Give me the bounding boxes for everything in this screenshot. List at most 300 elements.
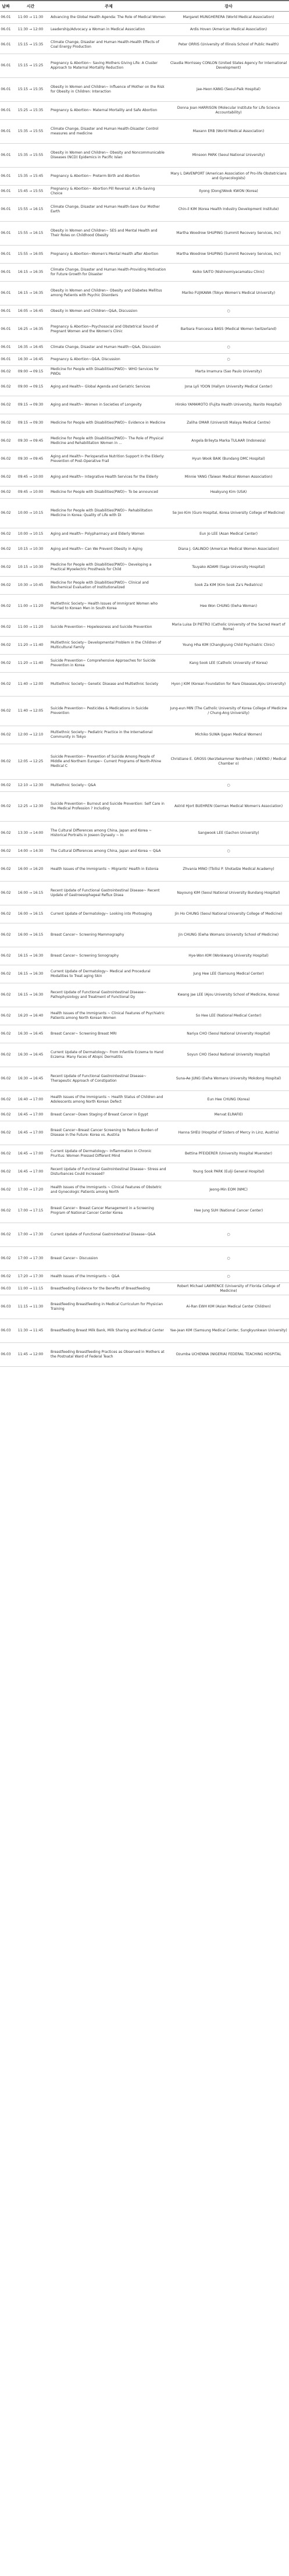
cell-time: 09:00 → 09:15 [12, 378, 49, 396]
cell-topic: Obesity in Women and Children~ Obesity and Diabetes Mellitus among Patients with Psychic Disorders [49, 282, 168, 305]
cell-topic: Obesity in Women and Children~Q&A, Discussion [49, 305, 168, 318]
cell-topic: Suicide Prevention~ Comprehensive Approaches for Suicide Prevention in Korea [49, 655, 168, 673]
table-row [0, 637, 289, 655]
cell-speaker: Eun Hee CHUNG (Korea) [168, 1091, 289, 1109]
cell-time: 11:40 → 12:00 [12, 673, 49, 697]
cell-speaker: Yae-Jean KIM (Samsung Medical Center, Sungkyunkwan University) [168, 1319, 289, 1343]
cell-date: 06.01 [0, 54, 12, 78]
cell-speaker: Ai-Ran EWH KIM (Asian Medical Center Children) [168, 1295, 289, 1319]
cell-topic: Obesity in Women and Children~ Influence of Mother on the Risk for Obesity in Children: Interaction [49, 78, 168, 102]
cell-time: 11:20 → 11:40 [12, 637, 49, 655]
table-row [0, 120, 289, 144]
table-row [0, 697, 289, 726]
cell-speaker: Martha Woodrow SHUPING (Summit Recovery Services, Inc) [168, 246, 289, 264]
cell-speaker: ○ [168, 780, 289, 792]
cell-speaker: Christiane E. GROSS (Aerztekammer Nordrhein / IAEKNO / Medical Chamber o) [168, 744, 289, 780]
table-row [0, 450, 289, 468]
cell-time: 15:15 → 15:25 [12, 54, 49, 78]
cell-speaker: Kang Sook LEE (Catholic University of Korea) [168, 655, 289, 673]
cell-time: 16:15 → 16:35 [12, 264, 49, 282]
cell-time: 09:45 → 10:00 [12, 486, 49, 499]
table-row [0, 54, 289, 78]
table-row [0, 595, 289, 619]
cell-date: 06.02 [0, 726, 12, 744]
cell-speaker: Ozumba UCHENNA (NIGERIA) FEDERAL TEACHING HOSPITAL [168, 1343, 289, 1367]
cell-date: 06.02 [0, 697, 12, 726]
cell-speaker: Jung Hee LEE (Samsung Medical Center) [168, 965, 289, 983]
cell-time: 16:30 → 16:45 [12, 1067, 49, 1091]
cell-topic: Medicine for People with Disabilities(PWD)~ Evidence in Medicine [49, 414, 168, 432]
cell-speaker: Mariko FUJIKAWA (Tokyo Women's Medical University) [168, 282, 289, 305]
table-row [0, 414, 289, 432]
cell-date: 06.02 [0, 1007, 12, 1025]
table-row [0, 673, 289, 697]
cell-time: 10:30 → 10:45 [12, 577, 49, 595]
cell-time: 09:15 → 09:30 [12, 414, 49, 432]
cell-date: 06.02 [0, 1199, 12, 1223]
table-row [0, 923, 289, 947]
cell-speaker: ○ [168, 354, 289, 366]
cell-date: 06.02 [0, 541, 12, 559]
table-row [0, 744, 289, 780]
cell-time: 16:00 → 16:15 [12, 882, 49, 905]
table-row [0, 577, 289, 595]
cell-time: 15:55 → 16:05 [12, 246, 49, 264]
cell-speaker: Soyun CHO (Seoul National University Hospital) [168, 1043, 289, 1067]
table-row [0, 468, 289, 486]
cell-time: 12:25 → 12:30 [12, 792, 49, 822]
cell-topic: Health Issues of the Immigrants ~ Clinical Features of Psychiatric Patients among North Korean Women [49, 1007, 168, 1025]
table-row [0, 102, 289, 120]
table-row [0, 905, 289, 923]
cell-topic: Multiethnic Society~ Genetic Disease and Multiethnic Society [49, 673, 168, 697]
cell-date: 06.01 [0, 222, 12, 246]
cell-topic: Recent Update of Functional Gastrointestinal Disease~ Stress and Disturbances Could Increased? [49, 1163, 168, 1181]
cell-speaker: Hiroko YAMAMOTO (Fujita Health University, Nanito Hospital) [168, 396, 289, 414]
cell-time: 16:45 → 17:00 [12, 1121, 49, 1145]
table-row [0, 541, 289, 559]
table-row [0, 983, 289, 1007]
cell-time: 16:30 → 16:45 [12, 354, 49, 366]
table-row [0, 1121, 289, 1145]
cell-topic: Pregnancy & Abortion~Women's Mental Health after Abortion [49, 246, 168, 264]
cell-topic: Climate Change, Disaster and Human Health~Q&A, Discussion [49, 342, 168, 354]
table-row [0, 354, 289, 366]
table-row [0, 1025, 289, 1043]
table-row [0, 1043, 289, 1067]
cell-time: 12:10 → 12:30 [12, 780, 49, 792]
cell-speaker: Young Hha KIM (Changkyung Child Psychiatric Clinic) [168, 637, 289, 655]
cell-speaker: Kwang Jae LEE (Ajou University School of Medicine, Korea) [168, 983, 289, 1007]
cell-date: 06.02 [0, 450, 12, 468]
cell-topic: Current Update of Dermatology~ Looking into Photoaging [49, 905, 168, 923]
cell-time: 10:00 → 10:15 [12, 499, 49, 528]
cell-speaker: Maria Luisa DI PIETRO (Catholic University of the Sacred Heart of Rome) [168, 619, 289, 637]
table-row [0, 845, 289, 858]
cell-speaker: Jeong-Min EOM (NMC) [168, 1181, 289, 1199]
table-row [0, 144, 289, 168]
cell-speaker: Maxann ERB (World Medical Association) [168, 120, 289, 144]
table-row [0, 1223, 289, 1247]
table-row [0, 318, 289, 342]
cell-date: 06.02 [0, 1145, 12, 1163]
cell-speaker: Sangwook LEE (Gachon University) [168, 822, 289, 845]
cell-speaker: Zhvania MINO (Tbilisi P. Shotadze Medical Academy) [168, 858, 289, 882]
cell-time: 15:25 → 15:35 [12, 102, 49, 120]
table-body [0, 12, 289, 1367]
cell-date: 06.01 [0, 186, 12, 198]
cell-date: 06.02 [0, 1025, 12, 1043]
table-row [0, 499, 289, 528]
cell-time: 16:30 → 16:45 [12, 1043, 49, 1067]
cell-speaker: Michiko SUWA (Japan Medical Women) [168, 726, 289, 744]
cell-date: 06.03 [0, 1283, 12, 1295]
cell-time: 16:45 → 17:00 [12, 1145, 49, 1163]
cell-date: 06.02 [0, 780, 12, 792]
table-row [0, 1199, 289, 1223]
cell-date: 06.02 [0, 923, 12, 947]
cell-date: 06.01 [0, 144, 12, 168]
cell-date: 06.02 [0, 947, 12, 965]
cell-time: 11:00 → 11:20 [12, 619, 49, 637]
header-topic: 주제 [49, 1, 168, 12]
cell-time: 09:45 → 10:00 [12, 468, 49, 486]
cell-time: 09:30 → 09:45 [12, 432, 49, 450]
cell-date: 06.02 [0, 845, 12, 858]
cell-topic: Suicide Prevention~ Prevention of Suicide Among People of Middle and Northern Europe~ Current Programs of North-Rhine Medical C [49, 744, 168, 780]
cell-speaker: Mervat ELRAFIEI [168, 1109, 289, 1121]
cell-topic: Current Update of Dermatology~ Medical and Procedural Modalities to Treat aging Skin [49, 965, 168, 983]
cell-speaker: Sook Za KIM (Kim Sook Za's Pediatrics) [168, 577, 289, 595]
cell-time: 16:15 → 16:30 [12, 947, 49, 965]
cell-time: 16:45 → 17:00 [12, 1109, 49, 1121]
cell-time: 17:00 → 17:30 [12, 1223, 49, 1247]
cell-speaker: Astrid Hjort BUEHREN (German Medical Women's Association) [168, 792, 289, 822]
cell-speaker: Hee Jung SUH (National Cancer Center) [168, 1199, 289, 1223]
cell-speaker: Robert Michael LAWRENCE (University of Florida College of Medicine) [168, 1283, 289, 1295]
cell-time: 16:25 → 16:35 [12, 318, 49, 342]
cell-speaker: Zaliha OMAR (Universiti Malaya Medical Centre) [168, 414, 289, 432]
header-time: 시간 [12, 1, 49, 12]
cell-topic: Aging and Health~ Polypharmacy and Elderly Women [49, 528, 168, 541]
cell-topic: Pregnancy & Abortion~ Abortion Pill Reversal: A Life-Saving Choice [49, 186, 168, 198]
cell-time: 15:45 → 15:55 [12, 186, 49, 198]
cell-date: 06.01 [0, 264, 12, 282]
table-row [0, 780, 289, 792]
cell-date: 06.02 [0, 822, 12, 845]
cell-date: 06.02 [0, 378, 12, 396]
cell-date: 06.02 [0, 366, 12, 378]
cell-date: 06.02 [0, 792, 12, 822]
cell-topic: Health Issues of the Immigrants ~ Q&A [49, 1271, 168, 1283]
cell-topic: Aging and Health~ Integrative Health Services for the Elderly [49, 468, 168, 486]
cell-speaker: Claudia Morrissey CONLON (United States Agency for International Development) [168, 54, 289, 78]
cell-date: 06.02 [0, 499, 12, 528]
cell-date: 06.02 [0, 1163, 12, 1181]
table-row [0, 965, 289, 983]
table-row [0, 858, 289, 882]
table-row [0, 168, 289, 186]
cell-speaker: Minsoon PARK (Seoul National University) [168, 144, 289, 168]
cell-date: 06.02 [0, 619, 12, 637]
table-row [0, 305, 289, 318]
cell-speaker: Martha Woodrow SHUPING (Summit Recovery Services, Inc) [168, 222, 289, 246]
table-row [0, 432, 289, 450]
cell-time: 10:15 → 10:30 [12, 559, 49, 577]
cell-speaker: Jona Lyli YOON (Hallym University Medical Center) [168, 378, 289, 396]
cell-time: 10:15 → 10:30 [12, 541, 49, 559]
cell-date: 06.02 [0, 1109, 12, 1121]
cell-time: 11:30 → 11:45 [12, 1319, 49, 1343]
cell-time: 15:55 → 16:15 [12, 198, 49, 222]
cell-speaker: Jung-eun MIN (The Catholic University of Korea College of Medicine / Chung-Ang University) [168, 697, 289, 726]
cell-speaker: Bettina PFEIDERER (University Hospital Muenster) [168, 1145, 289, 1163]
cell-speaker: Jae-Heon KANG (Seoul-Paik Hospital) [168, 78, 289, 102]
cell-topic: Recent Update of Functional Gastrointestinal Disease~ Pathophysiology and Treatment of Functional Dy [49, 983, 168, 1007]
cell-topic: Multiethnic Society~ Q&A [49, 780, 168, 792]
cell-topic: Aging and Health~ Women in Societies of Longevity [49, 396, 168, 414]
table-row [0, 1145, 289, 1163]
cell-time: 16:40 → 17:00 [12, 1091, 49, 1109]
cell-topic: The Cultural Differences among China, Japan and Korea ~ Q&A [49, 845, 168, 858]
cell-time: 12:05 → 12:25 [12, 744, 49, 780]
table-row [0, 1319, 289, 1343]
cell-time: 11:45 → 12:00 [12, 1343, 49, 1367]
cell-date: 06.02 [0, 1043, 12, 1067]
cell-speaker: Tsuyako ADAMI (Saga University Hospital) [168, 559, 289, 577]
cell-speaker: Ilyong (Dong)Wook KWON (Korea) [168, 186, 289, 198]
cell-topic: Breast Cancer~ Discussion [49, 1247, 168, 1271]
cell-date: 06.02 [0, 414, 12, 432]
cell-date: 06.02 [0, 744, 12, 780]
cell-time: 11:20 → 11:40 [12, 655, 49, 673]
cell-topic: Pregnancy & Abortion~ Preterm Birth and Abortion [49, 168, 168, 186]
cell-speaker: Mary L DAVENPORT (American Association of Pro-life Obstetricians and Gynecologists) [168, 168, 289, 186]
cell-time: 11:00 → 11:20 [12, 595, 49, 619]
cell-date: 06.02 [0, 396, 12, 414]
table-header-row [0, 1, 289, 12]
cell-speaker: Angela Brileyta Marka TULAAR (Indonesia) [168, 432, 289, 450]
cell-date: 06.02 [0, 1091, 12, 1109]
cell-speaker: Jin CHUNG (Ewha Womans University School of Medicine) [168, 923, 289, 947]
cell-time: 16:15 → 16:30 [12, 965, 49, 983]
cell-time: 16:20 → 16:40 [12, 1007, 49, 1025]
cell-date: 06.01 [0, 282, 12, 305]
header-date: 날짜 [0, 1, 12, 12]
table-row [0, 1067, 289, 1091]
cell-date: 06.01 [0, 305, 12, 318]
cell-speaker: Se Joo Kim (Guro Hospital, Korea University College of Medicine) [168, 499, 289, 528]
cell-date: 06.02 [0, 1223, 12, 1247]
cell-speaker: Chin-il KIM (Korea Health Industry Development Institute) [168, 198, 289, 222]
cell-speaker: Margaret MUNGHERERA (World Medical Association) [168, 12, 289, 24]
cell-date: 06.02 [0, 595, 12, 619]
cell-topic: Multiethnic Society~ Health Issues of Immigrant Women who Married to Korean Men in South Korea [49, 595, 168, 619]
table-row [0, 1283, 289, 1295]
cell-time: 16:30 → 16:45 [12, 1025, 49, 1043]
cell-speaker: Hyun Wook BAIK (Bundang DMC Hospital) [168, 450, 289, 468]
cell-time: 16:45 → 17:00 [12, 1163, 49, 1181]
cell-topic: Climate Change, Disaster and Human Health-Providing Motivation for Future Growth for Disaster [49, 264, 168, 282]
cell-date: 06.02 [0, 882, 12, 905]
cell-topic: Breastfeeding Breastfeeding in Medical Curriculum for Physician Training [49, 1295, 168, 1319]
table-row [0, 378, 289, 396]
table-row [0, 342, 289, 354]
cell-topic: Obesity in Women and Children~ Obesity and Noncommunicable Diseases (NCD) Epidemics in Pacific Islan [49, 144, 168, 168]
cell-topic: Suicide Prevention~ Pesticides & Medications in Suicide Prevention [49, 697, 168, 726]
cell-date: 06.02 [0, 486, 12, 499]
cell-topic: Pregnancy & Abortion~Q&A, Discussion [49, 354, 168, 366]
cell-topic: Suicide Prevention~ Hopelessness and Suicide Prevention [49, 619, 168, 637]
cell-time: 17:20 → 17:30 [12, 1271, 49, 1283]
cell-date: 06.02 [0, 1121, 12, 1145]
table-row [0, 1295, 289, 1319]
cell-date: 06.02 [0, 673, 12, 697]
cell-date: 06.01 [0, 168, 12, 186]
cell-date: 06.02 [0, 468, 12, 486]
cell-topic: Climate Change, Disaster and Human Health-Save Our Mother Earth [49, 198, 168, 222]
cell-time: 11:40 → 12:05 [12, 697, 49, 726]
cell-topic: Aging and Health~ Can We Prevent Obesity in Aging [49, 541, 168, 559]
cell-speaker: Hye-Won KIM (Wonkwang University Hospital) [168, 947, 289, 965]
cell-time: 09:00 → 09:15 [12, 366, 49, 378]
cell-date: 06.02 [0, 858, 12, 882]
cell-time: 16:00 → 16:15 [12, 905, 49, 923]
table-row [0, 366, 289, 378]
table-row [0, 282, 289, 305]
cell-speaker: ○ [168, 305, 289, 318]
cell-date: 06.02 [0, 1181, 12, 1199]
cell-speaker: ○ [168, 1271, 289, 1283]
table-row [0, 619, 289, 637]
cell-speaker: Minnie YANG (Taiwan Medical Women Association) [168, 468, 289, 486]
cell-topic: Health Issues of the Immigrants ~ Clinical Features of Obstetric and Gynecologic Patients among North [49, 1181, 168, 1199]
table-row [0, 78, 289, 102]
cell-date: 06.01 [0, 342, 12, 354]
cell-topic: Obesity in Women and Children~ SES and Mental Health and Their Roles on Childhood Obesity [49, 222, 168, 246]
cell-date: 06.02 [0, 1067, 12, 1091]
table-row [0, 528, 289, 541]
table-row [0, 792, 289, 822]
cell-time: 13:30 → 14:00 [12, 822, 49, 845]
table-row [0, 882, 289, 905]
cell-date: 06.01 [0, 246, 12, 264]
cell-time: 11:00 → 11:15 [12, 1283, 49, 1295]
cell-time: 09:15 → 09:30 [12, 396, 49, 414]
cell-date: 06.02 [0, 965, 12, 983]
cell-time: 15:35 → 15:55 [12, 144, 49, 168]
cell-date: 06.02 [0, 528, 12, 541]
cell-speaker: ○ [168, 342, 289, 354]
cell-topic: Health Issues of the Immigrants ~ Migrants' Health in Estonia [49, 858, 168, 882]
cell-date: 06.01 [0, 36, 12, 54]
table-row [0, 726, 289, 744]
cell-date: 06.01 [0, 318, 12, 342]
cell-date: 06.01 [0, 78, 12, 102]
cell-topic: Climate Change, Disaster and Human Health-Health Effects of Coal Energy Production [49, 36, 168, 54]
cell-date: 06.01 [0, 120, 12, 144]
cell-topic: Pregnancy & Abortion~ Maternal Mortality and Safe Abortion [49, 102, 168, 120]
cell-speaker: Eun Jo LEE (Asan Medical Center) [168, 528, 289, 541]
table-row [0, 1181, 289, 1199]
cell-topic: Breast Cancer~ Screening Mammography [49, 923, 168, 947]
cell-date: 06.01 [0, 12, 12, 24]
cell-topic: Medicine for People with Disabilities(PWD)~ Rehabilitation Medicine in Korea: Quality of Life with Di [49, 499, 168, 528]
table-row [0, 1271, 289, 1283]
cell-topic: Pregnancy & Abortion~Psychosocial and Obstetrical Sound of Pregnant Women and the Women's Clinic [49, 318, 168, 342]
cell-topic: Breast Cancer~Down Staging of Breast Cancer in Egypt [49, 1109, 168, 1121]
table-row [0, 1091, 289, 1109]
cell-time: 16:15 → 16:30 [12, 983, 49, 1007]
cell-time: 16:00 → 16:20 [12, 858, 49, 882]
cell-topic: Medicine for People with Disabilities(PWD)~ Clinical and Biochemical Evaluation of Institutionalized [49, 577, 168, 595]
cell-time: 15:35 → 15:55 [12, 120, 49, 144]
cell-time: 14:00 → 14:30 [12, 845, 49, 858]
cell-topic: Advancing the Global Health Agenda: The Role of Medical Women [49, 12, 168, 24]
table-row [0, 655, 289, 673]
cell-topic: Medicine for People with Disabilities(PWD)~ To be announced [49, 486, 168, 499]
table-row [0, 822, 289, 845]
table-row [0, 1007, 289, 1025]
cell-topic: Current Update of Dermatology~ From Infantile Eczema to Hand Eczema: Many Faces of Atopic Dermatitis [49, 1043, 168, 1067]
table-row [0, 24, 289, 36]
cell-date: 06.02 [0, 432, 12, 450]
cell-speaker: Hanna SHEU (Hospital of Sisters of Mercy in Linz, Austria) [168, 1121, 289, 1145]
cell-date: 06.03 [0, 1295, 12, 1319]
cell-topic: Breast Cancer~Breast Cancer Screening to Reduce Burden of Disease in the Future: Korea vs. Austria [49, 1121, 168, 1145]
cell-date: 06.01 [0, 354, 12, 366]
cell-speaker: ○ [168, 1247, 289, 1271]
cell-time: 11:00 → 11:30 [12, 12, 49, 24]
cell-topic: Pregnancy & Abortion~ Saving Mothers Giving Life: A Cluster Approach to Maternal Mortality Reduction [49, 54, 168, 78]
table-row [0, 1343, 289, 1367]
cell-topic: Current Update of Functional Gastrointestinal Disease~Q&A [49, 1223, 168, 1247]
cell-date: 06.03 [0, 1343, 12, 1367]
cell-time: 17:00 → 17:15 [12, 1199, 49, 1223]
cell-speaker: Jin Ho CHUNG (Seoul National University College of Medicine) [168, 905, 289, 923]
table-row [0, 246, 289, 264]
cell-speaker: Heakyung Kim (USA) [168, 486, 289, 499]
cell-date: 06.02 [0, 1247, 12, 1271]
cell-time: 10:00 → 10:15 [12, 528, 49, 541]
cell-date: 06.01 [0, 198, 12, 222]
header-speaker: 강사 [168, 1, 289, 12]
table-row [0, 222, 289, 246]
cell-time: 17:00 → 17:20 [12, 1181, 49, 1199]
cell-time: 15:55 → 16:15 [12, 222, 49, 246]
cell-topic: Health Issues of the Immigrants ~ Health Status of Children and Adolescents among North Korean Defect [49, 1091, 168, 1109]
cell-topic: Breast Cancer~ Screening Sonography [49, 947, 168, 965]
cell-speaker: Nariya CHO (Seoul National University Hospital) [168, 1025, 289, 1043]
cell-date: 06.02 [0, 655, 12, 673]
table-row [0, 947, 289, 965]
cell-speaker: Hee Won CHUNG (Ewha Woman) [168, 595, 289, 619]
cell-speaker: Barbara Francesca BASS (Medical Women Switzerland) [168, 318, 289, 342]
table-row [0, 198, 289, 222]
cell-speaker: Diana J. GALINDO (American Medical Women Association) [168, 541, 289, 559]
table-row [0, 1247, 289, 1271]
cell-time: 16:15 → 16:35 [12, 282, 49, 305]
cell-topic: Leadership/Advocacy a Woman in Medical Association [49, 24, 168, 36]
cell-topic: Breast Cancer~ Screening Breast MRI [49, 1025, 168, 1043]
cell-date: 06.02 [0, 983, 12, 1007]
cell-time: 16:00 → 16:15 [12, 923, 49, 947]
cell-topic: Recent Update of Functional Gastrointestinal Disease~ Therapeutic Approach of Constipation [49, 1067, 168, 1091]
cell-time: 11:15 → 11:30 [12, 1295, 49, 1319]
cell-speaker: Hyon J KIM (Korean Foundation for Rare Diseases,Ajou University) [168, 673, 289, 697]
cell-time: 09:30 → 09:45 [12, 450, 49, 468]
table-row [0, 12, 289, 24]
